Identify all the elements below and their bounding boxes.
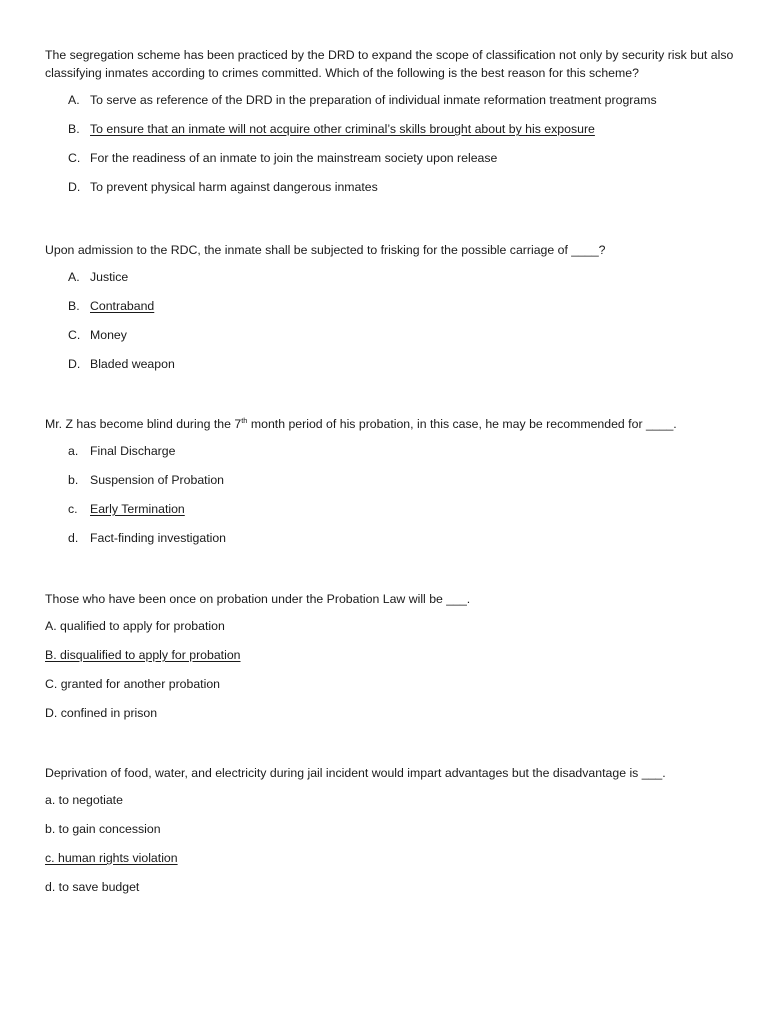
question-5: [45, 764, 666, 909]
stem-part: month period of his probation, in this case, he may be recommended for ____.: [247, 417, 677, 431]
option-text: Bladed weapon: [90, 357, 175, 371]
question-4-options: [45, 619, 470, 735]
option-item: [45, 357, 606, 386]
question-1: [45, 46, 735, 209]
option-text: Money: [90, 328, 127, 342]
question-4-stem: Those who have been once on probation under the Probation Law will be ___.: [45, 592, 471, 606]
option-item: [45, 299, 606, 328]
option-text: A. qualified to apply for probation: [45, 619, 225, 633]
option-letter: B.: [68, 299, 80, 313]
question-4: [45, 590, 470, 735]
option-text: D. confined in prison: [45, 706, 158, 720]
question-1-stem: The segregation scheme has been practiced by the DRD to expand the scope of classification not only by security risk but also classifying inmates according to crimes committed. Which of the following is the best reason for this scheme?: [45, 48, 734, 80]
option-letter: a.: [68, 444, 79, 458]
option-item: [45, 793, 666, 822]
option-text: To prevent physical harm against dangerous inmates: [90, 180, 378, 194]
option-letter: C.: [68, 328, 81, 342]
option-letter: A.: [68, 93, 80, 107]
option-item: [45, 328, 606, 357]
option-item: [45, 502, 677, 531]
option-item: [45, 473, 677, 502]
option-letter: A.: [68, 270, 80, 284]
stem-part: Mr. Z has become blind during the 7: [45, 417, 242, 431]
ordinal-suffix: th: [241, 415, 248, 425]
question-3-options: [45, 444, 677, 560]
option-item: [45, 444, 677, 473]
option-text: To serve as reference of the DRD in the preparation of individual inmate reformation treatment programs: [90, 93, 657, 107]
option-letter: C.: [68, 151, 81, 165]
question-5-stem: Deprivation of food, water, and electricity during jail incident would impart advantages but the disadvantage is ___.: [45, 766, 666, 780]
option-text: For the readiness of an inmate to join the mainstream society upon release: [90, 151, 498, 165]
option-item: [45, 180, 735, 209]
option-text-answer: To ensure that an inmate will not acquire other criminal’s skills brought about by his exposure: [90, 122, 595, 136]
option-letter: b.: [68, 473, 79, 487]
question-3: [45, 415, 677, 560]
question-5-options: [45, 793, 666, 909]
option-text: Fact-finding investigation: [90, 531, 227, 545]
option-item: [45, 822, 666, 851]
option-item: [45, 648, 470, 677]
option-letter: d.: [68, 531, 79, 545]
option-item: [45, 151, 735, 180]
question-3-stem: [45, 415, 677, 433]
option-item: [45, 706, 470, 735]
option-letter: c.: [68, 502, 78, 516]
question-2-options: [45, 270, 606, 386]
option-item: [45, 270, 606, 299]
option-item: [45, 122, 735, 151]
option-text: Suspension of Probation: [90, 473, 224, 487]
option-text-answer: c. human rights violation: [45, 851, 178, 865]
option-item: [45, 880, 666, 909]
option-text: Justice: [90, 270, 129, 284]
option-text-answer: Early Termination: [90, 502, 185, 516]
option-text: C. granted for another probation: [45, 677, 221, 691]
option-item: [45, 93, 735, 122]
question-1-options: [45, 93, 735, 209]
question-2-stem: Upon admission to the RDC, the inmate shall be subjected to frisking for the possible carriage of ____?: [45, 243, 606, 257]
option-text: a. to negotiate: [45, 793, 123, 807]
option-letter: B.: [68, 122, 80, 136]
question-2: [45, 241, 606, 386]
option-text: d. to save budget: [45, 880, 140, 894]
option-item: [45, 677, 470, 706]
option-letter: D.: [68, 180, 81, 194]
option-text: Final Discharge: [90, 444, 176, 458]
option-text: b. to gain concession: [45, 822, 161, 836]
option-text-answer: B. disqualified to apply for probation: [45, 648, 241, 662]
option-letter: D.: [68, 357, 81, 371]
option-text-answer: Contraband: [90, 299, 155, 313]
option-item: [45, 851, 666, 880]
option-item: [45, 619, 470, 648]
option-item: [45, 531, 677, 560]
